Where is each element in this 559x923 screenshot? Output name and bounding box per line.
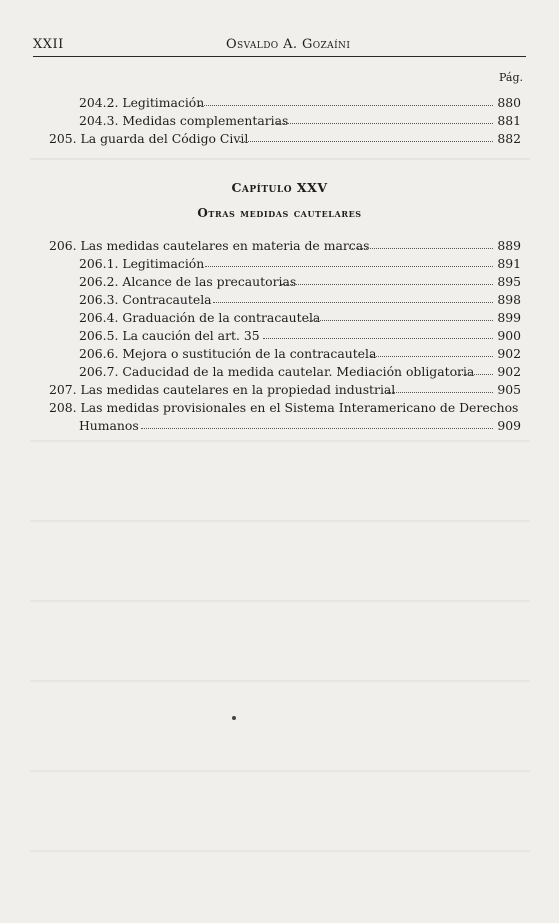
toc-page-number: 899 (497, 310, 521, 325)
print-speck (232, 716, 236, 720)
bleed-through (30, 680, 530, 682)
bleed-through (30, 770, 530, 772)
toc-page-number: 902 (497, 364, 521, 379)
running-header (30, 37, 527, 55)
toc-page-number: 882 (497, 131, 521, 146)
toc-entry[interactable]: 206.7. Caducidad de la medida cautelar. Mediación obligatoria 902 (79, 364, 521, 379)
bleed-through (30, 158, 530, 160)
header-rule (33, 56, 526, 57)
page-number: XXII (33, 37, 64, 52)
toc-page-number: 898 (497, 292, 521, 307)
toc-page-number: 889 (497, 238, 521, 253)
bleed-through (30, 520, 530, 522)
toc-page-number: 902 (497, 346, 521, 361)
toc-page-number: 909 (497, 418, 521, 433)
toc-page-number: 880 (497, 95, 521, 110)
bleed-through (30, 440, 530, 442)
toc-entry[interactable]: 206.3. Contracautela 898 (79, 292, 521, 307)
toc-entry[interactable]: 204.3. Medidas complementarias 881 (79, 113, 521, 128)
bleed-through (30, 850, 530, 852)
toc-entry[interactable]: 204.2. Legitimación 880 (79, 95, 521, 110)
toc-page-number: 905 (497, 382, 521, 397)
chapter-title: Otras medidas cautelares (197, 206, 362, 220)
bleed-through (30, 600, 530, 602)
page-column-label: Pág. (498, 71, 523, 84)
toc-entry[interactable]: 206.4. Graduación de la contracautela 899 (79, 310, 521, 325)
toc-entry[interactable]: 205. La guarda del Código Civil 882 (49, 131, 521, 146)
toc-entry[interactable]: 206.2. Alcance de las precautorias 895 (79, 274, 521, 289)
toc-entry[interactable]: 206.5. La caución del art. 35 900 (79, 328, 521, 343)
author-name: Osvaldo A. Gozaíni (226, 37, 351, 52)
toc-entry[interactable]: 206.6. Mejora o sustitución de la contracautela 902 (79, 346, 521, 361)
toc-entry[interactable]: 207. Las medidas cautelares en la propiedad industrial 905 (49, 382, 521, 397)
toc-page-number: 881 (497, 113, 521, 128)
toc-entry-continued[interactable]: Humanos 909 (79, 418, 521, 433)
toc-page-number: 891 (497, 256, 521, 271)
toc-page-number: 900 (497, 328, 521, 343)
toc-page-number: 895 (497, 274, 521, 289)
toc-entry[interactable]: 206.1. Legitimación 891 (79, 256, 521, 271)
toc-entry[interactable]: 208. Las medidas provisionales en el Sistema Interamericano de Derechos (49, 400, 519, 415)
chapter-label: Capítulo XXV (231, 180, 328, 195)
toc-entry[interactable]: 206. Las medidas cautelares en materia de marcas 889 (49, 238, 521, 253)
